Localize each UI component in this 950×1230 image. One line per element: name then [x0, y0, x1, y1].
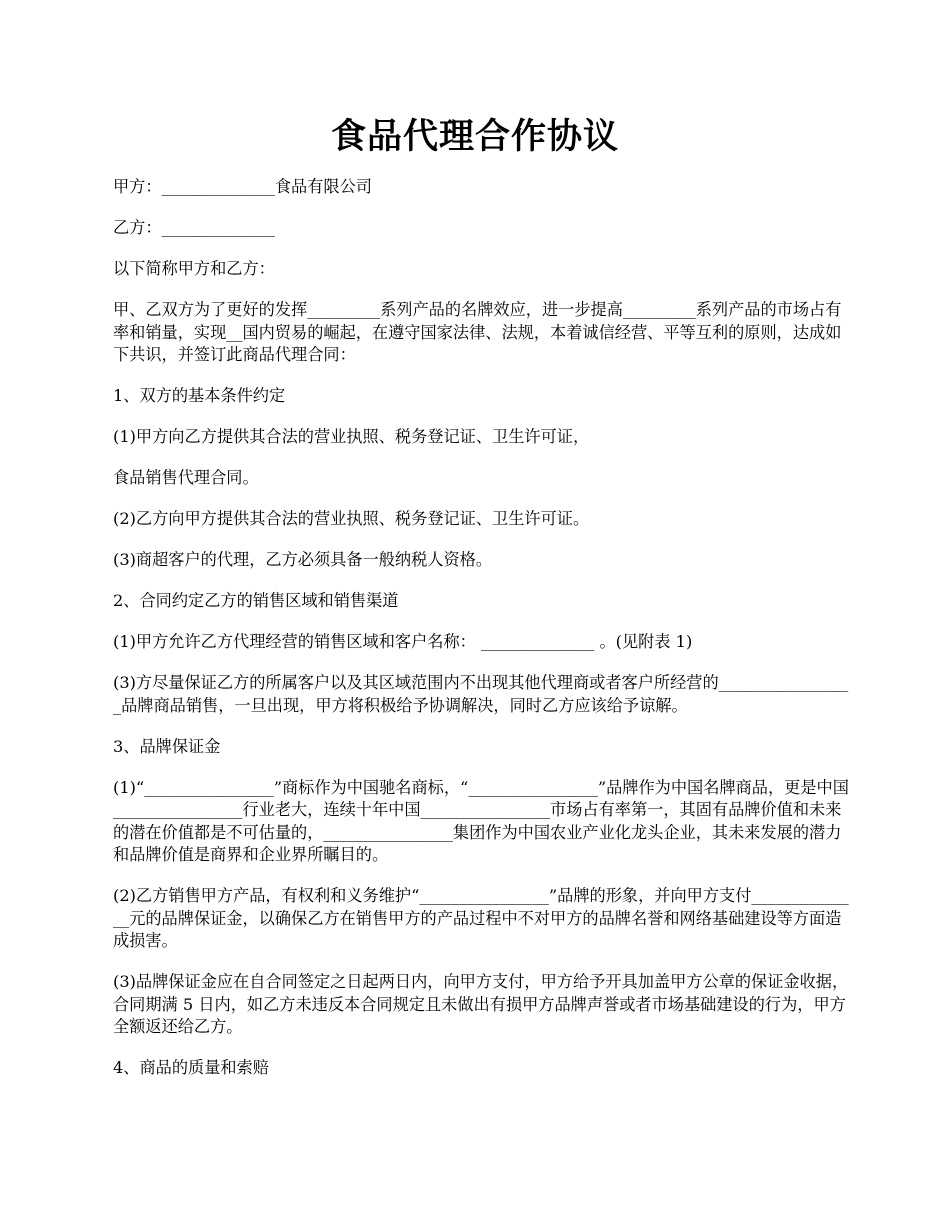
clause-3-3: (3)品牌保证金应在自合同签定之日起两日内，向甲方支付，甲方给予开具加盖甲方公章的保证金收据，合同期满 5 日内，如乙方未违反本合同规定且未做出有损甲方品牌声誉或者市场基础建设的行为，甲方全额返还给乙方。	[113, 972, 849, 1036]
clause-2-3: (3)方尽量保证乙方的所属客户以及其区域范围内不出现其他代理商或者客户所经营的_________________品牌商品销售，一旦出现，甲方将积极给予协调解决，同时乙方应该给予谅解。	[113, 673, 849, 715]
clause-3-1: (1)“________________”商标作为中国驰名商标，“________________”品牌作为中国名牌商品，更是中国________________行业老大，连续十年中国________________市场占有率第一，其固有品牌价值和未来的潜在价值都是不可估量的，________________集团作为中国农业产业化龙头企业，其未来发展的潜力和品牌价值是商界和企业界所瞩目的。	[113, 777, 849, 864]
party-a-line: 甲方：______________食品有限公司	[113, 177, 372, 196]
section-heading-4: 4、商品的质量和索赔	[113, 1058, 269, 1077]
clause-2-1: (1)甲方允许乙方代理经营的销售区域和客户名称： ______________ 。(见附表 1)	[113, 632, 693, 651]
preamble-paragraph: 甲、乙双方为了更好的发挥_________系列产品的名牌效应，进一步提高_________系列产品的市场占有率和销量，实现__国内贸易的崛起，在遵守国家法律、法规，本着诚信经营、平等互利的原则，达成如下共识，并签订此商品代理合同：	[113, 300, 842, 364]
section-heading-1: 1、双方的基本条件约定	[113, 386, 286, 405]
clause-1-1: (1)甲方向乙方提供其合法的营业执照、税务登记证、卫生许可证，	[113, 427, 590, 446]
party-b-line: 乙方：______________	[113, 218, 275, 237]
document-title: 食品代理合作协议	[330, 116, 619, 157]
clause-3-2: (2)乙方销售甲方产品，有权利和义务维护“________________”品牌的形象，并向甲方支付______________元的品牌保证金，以确保乙方在销售甲方的产品过程中不对甲方的品牌名誉和网络基础建设等方面造成损害。	[113, 886, 849, 950]
parties-intro: 以下简称甲方和乙方：	[113, 259, 275, 278]
section-heading-2: 2、合同约定乙方的销售区域和销售渠道	[113, 591, 399, 610]
clause-1-note: 食品销售代理合同。	[113, 468, 259, 487]
clause-1-2: (2)乙方向甲方提供其合法的营业执照、税务登记证、卫生许可证。	[113, 509, 590, 528]
document-body	[113, 176, 851, 1098]
section-heading-3: 3、品牌保证金	[113, 736, 221, 756]
clause-1-3: (3)商超客户的代理，乙方必须具备一般纳税人资格。	[113, 550, 493, 569]
